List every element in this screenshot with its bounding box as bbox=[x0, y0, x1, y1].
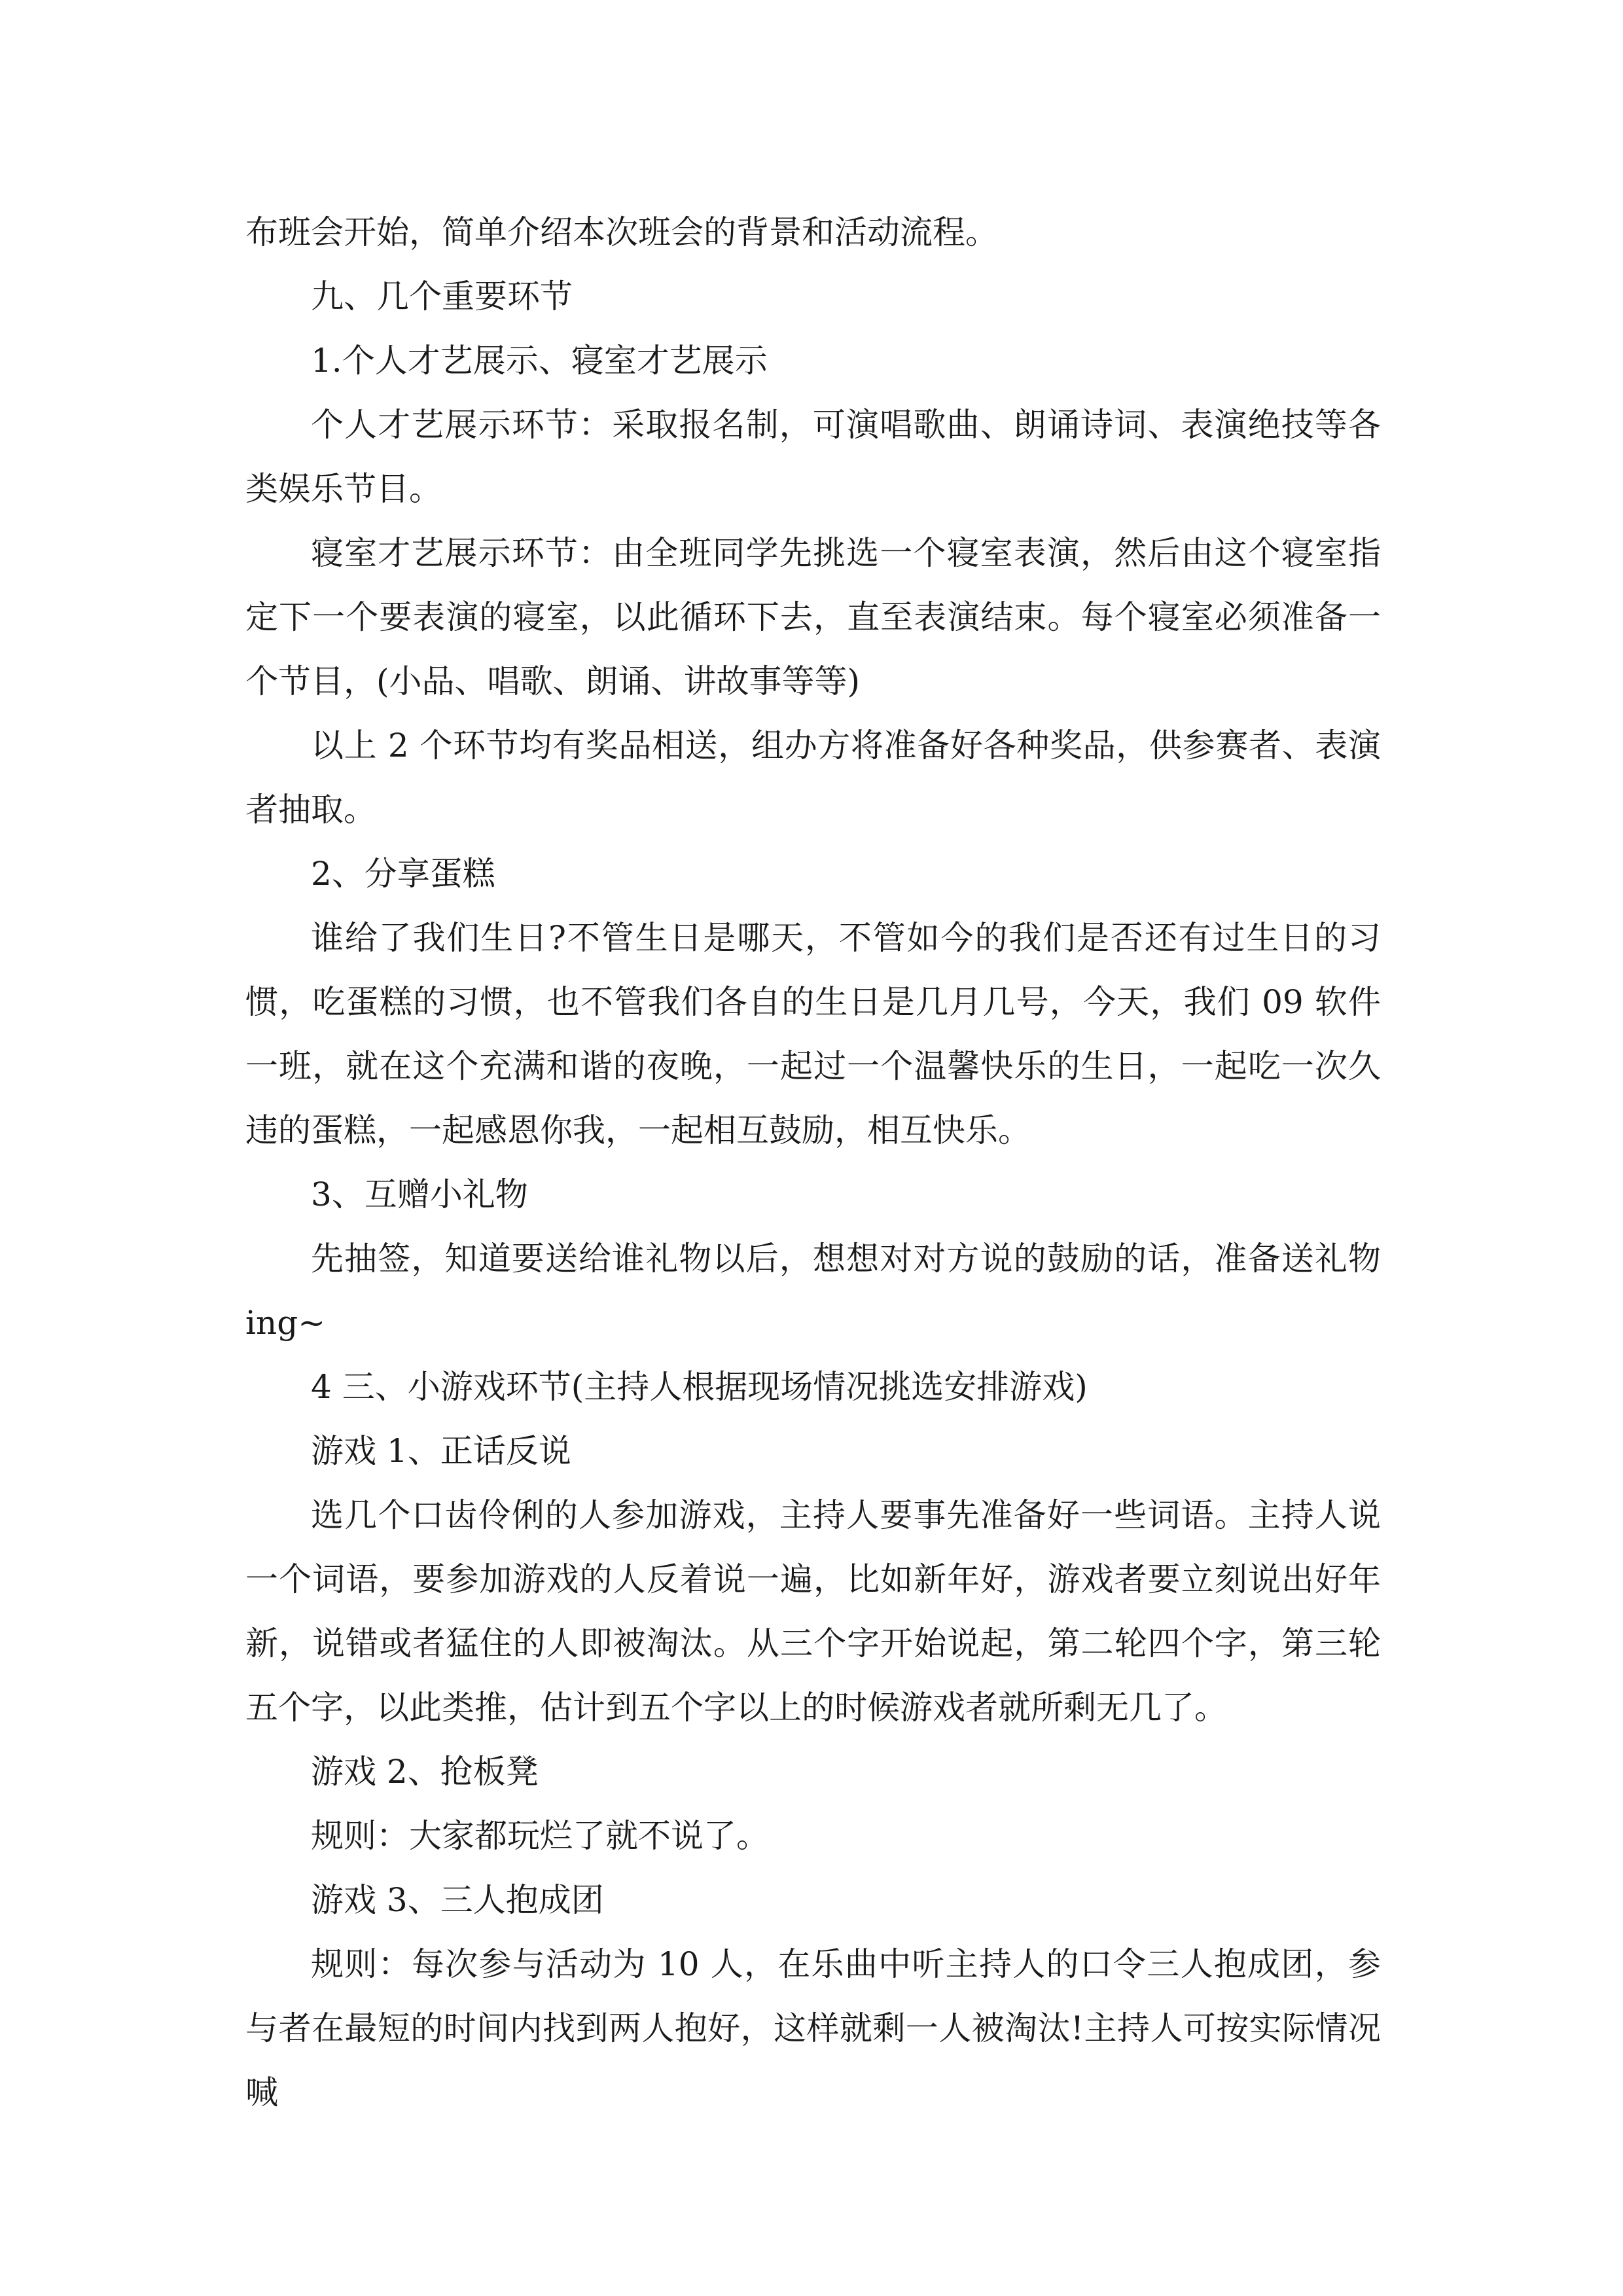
game-heading: 游戏 2、抢板凳 bbox=[311, 1753, 539, 1791]
paragraph: 规则：每次参与活动为 10 人，在乐曲中听主持人的口令三人抱成团，参与者在最短的时间内找到两人抱好，这样就剩一人被淘汰!主持人可按实际情况喊 bbox=[245, 1945, 1381, 2111]
paragraph: 寝室才艺展示环节：由全班同学先挑选一个寝室表演，然后由这个寝室指定下一个要表演的寝室，以此循环下去，直至表演结束。每个寝室必须准备一个节目，(小品、唱歌、朗诵、讲故事等等) bbox=[245, 534, 1381, 700]
paragraph: 谁给了我们生日?不管生日是哪天，不管如今的我们是否还有过生日的习惯，吃蛋糕的习惯，也不管我们各自的生日是几月几号，今天，我们 09 软件一班，就在这个充满和谐的夜晚，一起过一个温馨快乐的生日，一起吃一次久违的蛋糕，一起感恩你我，一起相互鼓励，相互快乐。 bbox=[245, 919, 1381, 1149]
paragraph: 布班会开始，简单介绍本次班会的背景和活动流程。 bbox=[245, 213, 998, 251]
game-heading: 游戏 3、三人抱成团 bbox=[311, 1881, 604, 1919]
game-heading: 游戏 1、正话反说 bbox=[311, 1432, 571, 1470]
paragraph: 选几个口齿伶俐的人参加游戏，主持人要事先准备好一些词语。主持人说一个词语，要参加游戏的人反着说一遍，比如新年好，游戏者要立刻说出好年新，说错或者猛住的人即被淘汰。从三个字开始说起，第二轮四个字，第三轮五个字，以此类推，估计到五个字以上的时候游戏者就所剩无几了。 bbox=[245, 1496, 1381, 1727]
document-body bbox=[245, 200, 1381, 2125]
section-heading: 九、几个重要环节 bbox=[311, 278, 573, 315]
paragraph: 先抽签，知道要送给谁礼物以后，想想对对方说的鼓励的话，准备送礼物ing~ bbox=[245, 1240, 1381, 1342]
subsection-heading: 1.个人才艺展示、寝室才艺展示 bbox=[311, 342, 768, 380]
paragraph: 规则：大家都玩烂了就不说了。 bbox=[311, 1817, 769, 1855]
paragraph: 以上 2 个环节均有奖品相送，组办方将准备好各种奖品，供参赛者、表演者抽取。 bbox=[245, 726, 1381, 829]
subsection-heading: 2、分享蛋糕 bbox=[311, 855, 495, 893]
paragraph: 个人才艺展示环节：采取报名制，可演唱歌曲、朗诵诗词、表演绝技等各类娱乐节目。 bbox=[245, 406, 1381, 508]
subsection-heading: 4 三、小游戏环节(主持人根据现场情况挑选安排游戏) bbox=[311, 1368, 1088, 1406]
subsection-heading: 3、互赠小礼物 bbox=[311, 1175, 528, 1213]
